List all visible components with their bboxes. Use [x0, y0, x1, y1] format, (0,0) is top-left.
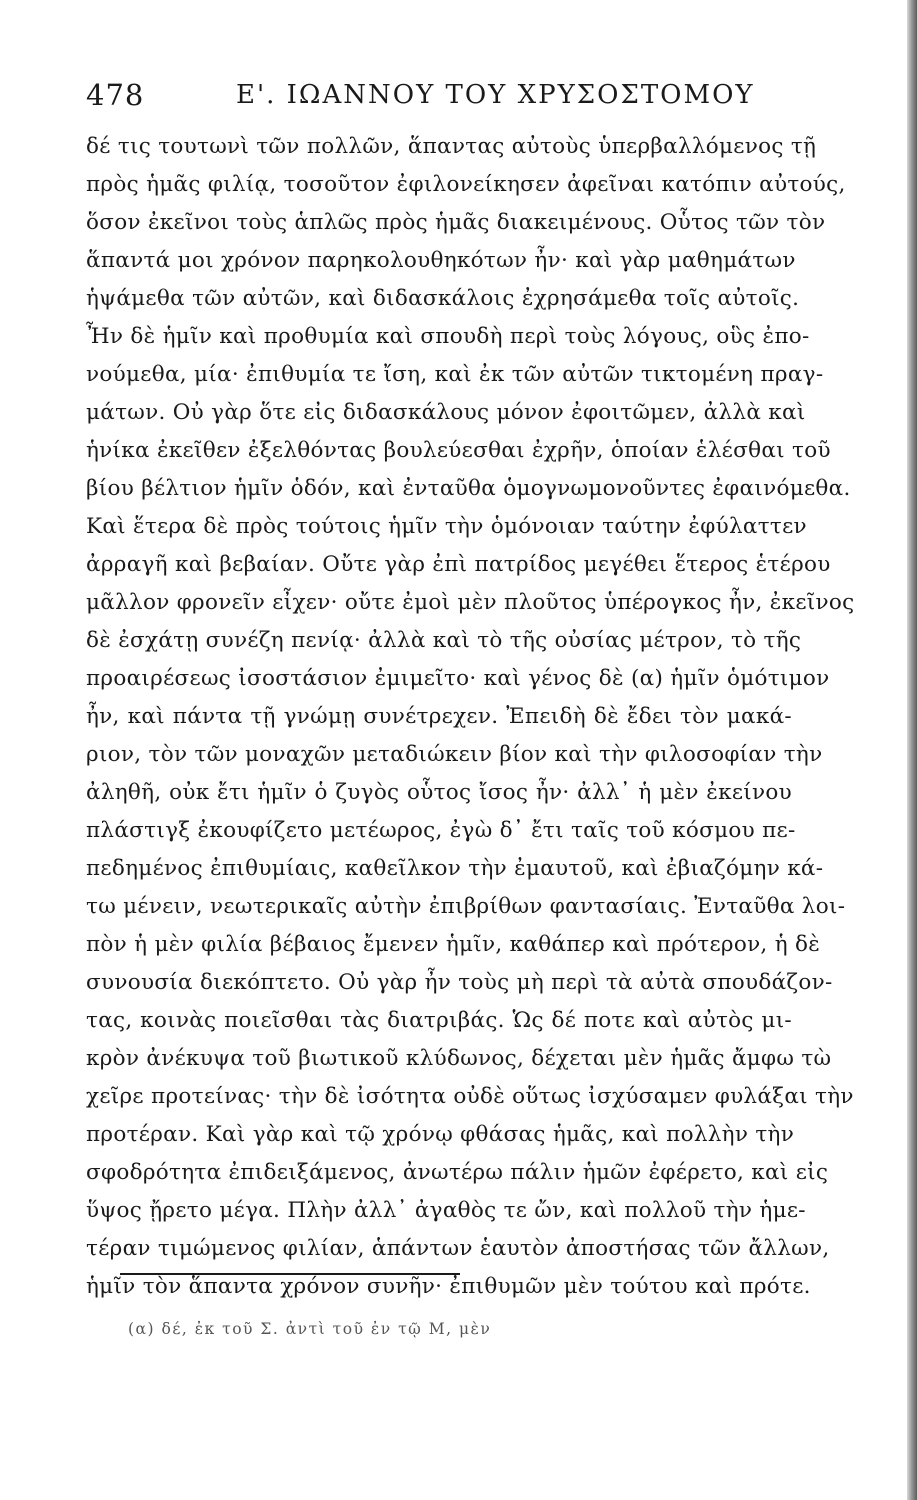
text-line: πλάστιγξ ἐκουφίζετο μετέωρος, ἐγὼ δ᾽ ἔτι ταῖς τοῦ κόσμου πε- — [86, 818, 796, 843]
text-line: τας, κοινὰς ποιεῖσθαι τὰς διατριβάς. Ὡς δέ ποτε καὶ αὐτὸς μι- — [86, 1008, 792, 1033]
text-line: προτέραν. Καὶ γὰρ καὶ τῷ χρόνῳ φθάσας ἡμᾶς, καὶ πολλὴν τὴν — [86, 1122, 795, 1147]
page-number: 478 — [86, 78, 145, 112]
running-head — [86, 78, 792, 118]
scan-edge — [907, 0, 917, 1500]
text-line: ἡνίκα ἐκεῖθεν ἐξελθόντας βουλεύεσθαι ἐχρῆν, ὁποίαν ἑλέσθαι τοῦ — [86, 438, 831, 463]
text-line: ἡψάμεθα τῶν αὐτῶν, καὶ διδασκάλοις ἐχρησάμεθα τοῖς αὐτοῖς. — [86, 286, 800, 311]
text-line: κρὸν ἀνέκυψα τοῦ βιωτικοῦ κλύδωνος, δέχεται μὲν ἡμᾶς ἄμφω τὼ — [86, 1046, 832, 1071]
text-line: προαιρέσεως ἰσοστάσιον ἐμιμεῖτο· καὶ γένος δὲ (α) ἡμῖν ὁμότιμον — [86, 666, 830, 691]
text-line: μάτων. Οὐ γὰρ ὅτε εἰς διδασκάλους μόνον ἐφοιτῶμεν, ἀλλὰ καὶ — [86, 400, 806, 425]
text-line: πεδημένος ἐπιθυμίαις, καθεῖλκον τὴν ἐμαυτοῦ, καὶ ἐβιαζόμην κά- — [86, 856, 824, 881]
text-line: βίου βέλτιον ἡμῖν ὁδόν, καὶ ἐνταῦθα ὁμογνωμονοῦντες ἐφαινόμεθα. — [86, 476, 851, 501]
text-line: τω μένειν, νεωτερικαῖς αὐτὴν ἐπιβρίθων φαντασίαις. Ἐνταῦθα λοι- — [86, 894, 846, 919]
text-line: ἦν, καὶ πάντα τῇ γνώμῃ συνέτρεχεν. Ἐπειδὴ δὲ ἔδει τὸν μακά- — [86, 704, 792, 729]
text-line: ἀληθῆ, οὐκ ἔτι ἡμῖν ὁ ζυγὸς οὗτος ἴσος ἦν· ἀλλ᾽ ἡ μὲν ἐκείνου — [86, 780, 792, 805]
text-line: Καὶ ἕτερα δὲ πρὸς τούτοις ἡμῖν τὴν ὁμόνοιαν ταύτην ἐφύλαττεν — [86, 514, 807, 539]
footnote-rule — [120, 1273, 460, 1275]
text-line: ἀρραγῆ καὶ βεβαίαν. Οὔτε γὰρ ἐπὶ πατρίδος μεγέθει ἕτερος ἑτέρου — [86, 552, 831, 577]
body-text — [86, 128, 855, 1306]
text-line: σφοδρότητα ἐπιδειξάμενος, ἀνωτέρω πάλιν ἡμῶν ἐφέρετο, καὶ εἰς — [86, 1160, 829, 1185]
text-line: ριον, τὸν τῶν μοναχῶν μεταδιώκειν βίον καὶ τὴν φιλοσοφίαν τὴν — [86, 742, 823, 767]
text-line: ὅσον ἐκεῖνοι τοὺς ἁπλῶς πρὸς ἡμᾶς διακειμένους. Οὗτος τῶν τὸν — [86, 210, 826, 235]
text-line: χεῖρε προτείνας· τὴν δὲ ἰσότητα οὐδὲ οὕτως ἰσχύσαμεν φυλάξαι τὴν — [86, 1084, 854, 1109]
text-line: νούμεθα, μία· ἐπιθυμία τε ἴση, καὶ ἐκ τῶν αὐτῶν τικτομένη πραγ- — [86, 362, 824, 387]
running-title: Ε'. ΙΩΑΝΝΟΥ ΤΟΥ ΧΡΥΣΟΣΤΟΜΟΥ — [236, 80, 755, 110]
text-line: πρὸς ἡμᾶς φιλίᾳ, τοσοῦτον ἐφιλονείκησεν ἀφεῖναι κατόπιν αὐτούς, — [86, 172, 846, 197]
text-line: δέ τις τουτωνὶ τῶν πολλῶν, ἅπαντας αὐτοὺς ὑπερβαλλόμενος τῇ — [86, 134, 817, 159]
text-line: ὕψος ᾔρετο μέγα. Πλὴν ἀλλ᾽ ἀγαθὸς τε ὤν, καὶ πολλοῦ τὴν ἡμε- — [86, 1198, 806, 1223]
text-line: τέραν τιμώμενος φιλίαν, ἁπάντων ἑαυτὸν ἀποστήσας τῶν ἄλλων, — [86, 1236, 830, 1261]
text-line: μᾶλλον φρονεῖν εἶχεν· οὔτε ἐμοὶ μὲν πλοῦτος ὑπέρογκος ἦν, ἐκεῖνος — [86, 590, 855, 615]
footnote: (α) δέ, ἐκ τοῦ Σ. ἀντὶ τοῦ ἐν τῷ Μ, μὲν — [128, 1320, 492, 1338]
text-line: πὸν ἡ μὲν φιλία βέβαιος ἔμενεν ἡμῖν, καθάπερ καὶ πρότερον, ἡ δὲ — [86, 932, 821, 957]
text-line: Ἦν δὲ ἡμῖν καὶ προθυμία καὶ σπουδὴ περὶ τοὺς λόγους, οὓς ἐπο- — [86, 324, 810, 349]
text-line: ἡμῖν τὸν ἅπαντα χρόνον συνῆν· ἐπιθυμῶν μὲν τούτου καὶ πρότε. — [86, 1274, 811, 1299]
text-line: ἅπαντά μοι χρόνον παρηκολουθηκότων ἦν· καὶ γὰρ μαθημάτων — [86, 248, 796, 273]
text-line: δὲ ἐσχάτῃ συνέζη πενίᾳ· ἀλλὰ καὶ τὸ τῆς οὐσίας μέτρον, τὸ τῆς — [86, 628, 802, 653]
text-line: συνουσία διεκόπτετο. Οὐ γὰρ ἦν τοὺς μὴ περὶ τὰ αὐτὰ σπουδάζον- — [86, 970, 833, 995]
